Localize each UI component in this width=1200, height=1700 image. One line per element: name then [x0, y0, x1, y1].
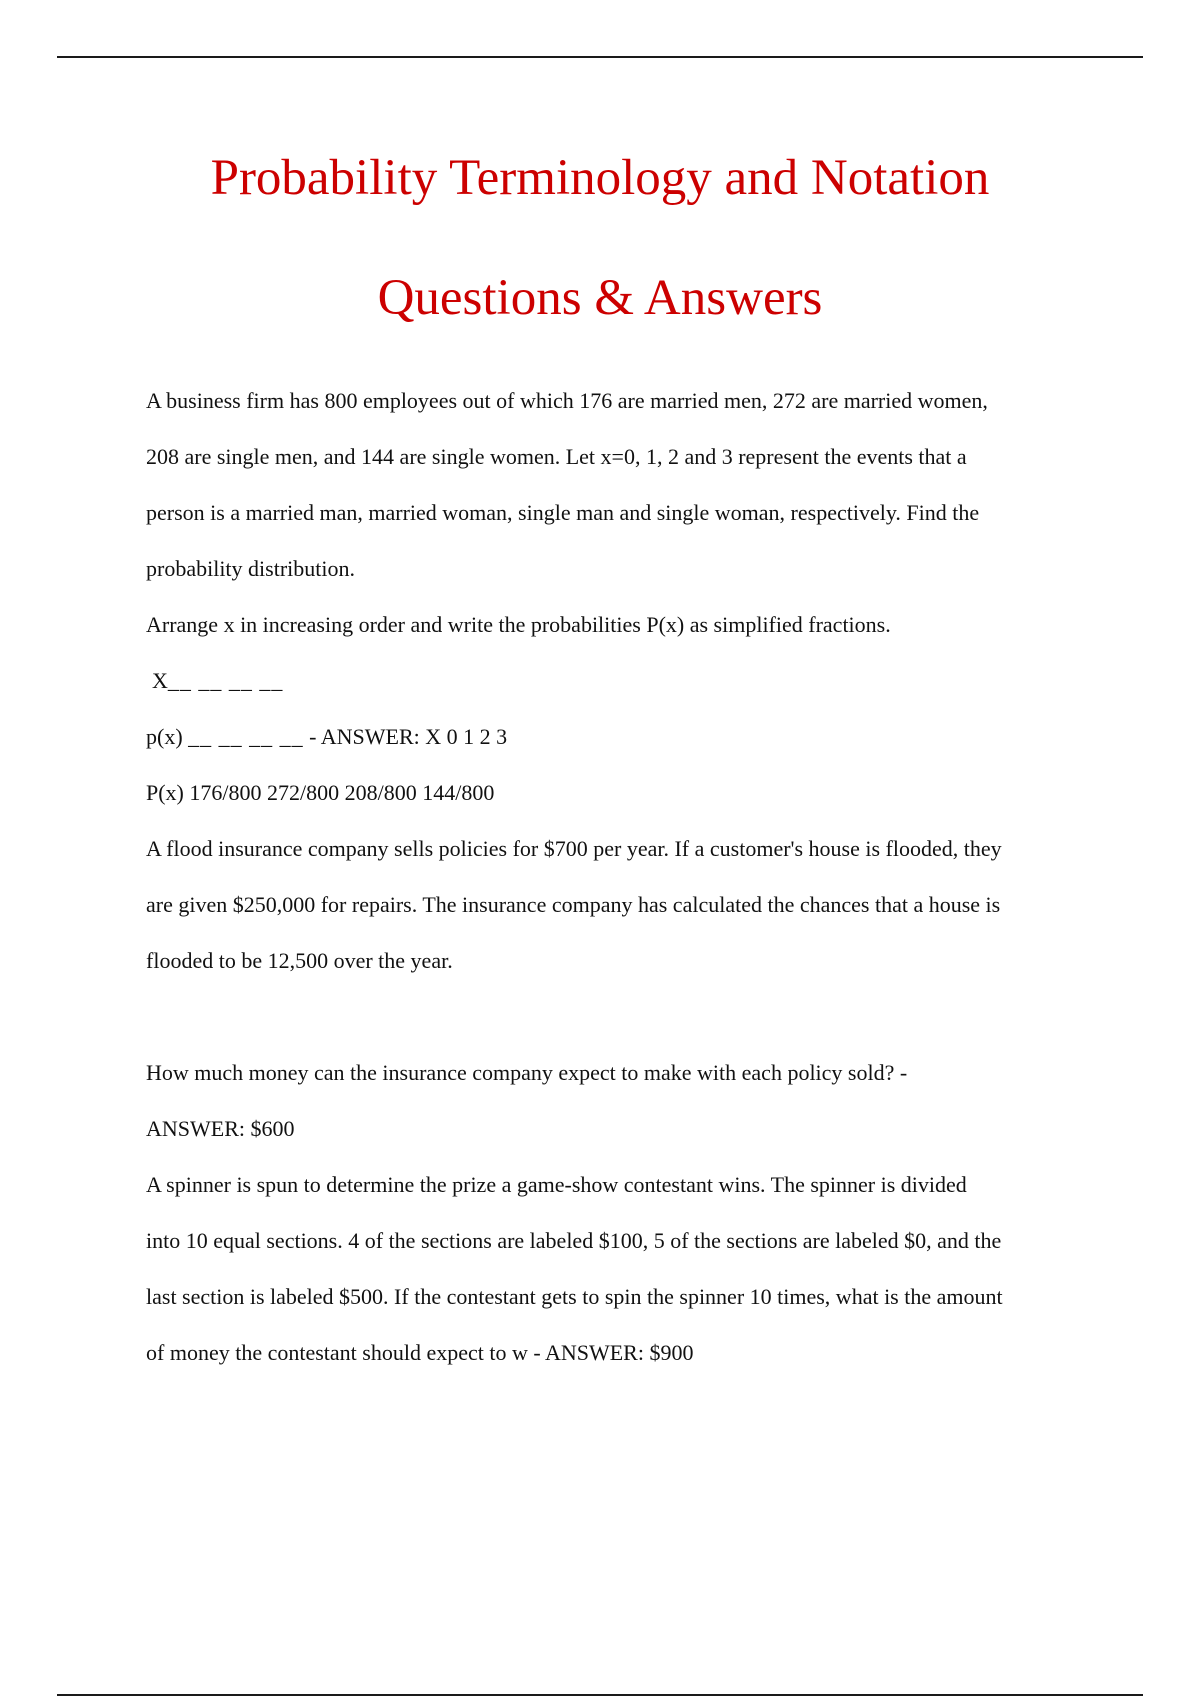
question-3	[146, 1157, 1096, 1381]
document-body	[146, 373, 1096, 1381]
px-blanks: __ __ __ __	[188, 724, 304, 749]
question-2	[146, 821, 1096, 1157]
document-title: Probability Terminology and Notation	[210, 150, 990, 206]
paragraph-gap	[146, 989, 1096, 1045]
answer-probabilities: P(x) 176/800 272/800 208/800 144/800	[146, 780, 495, 805]
question-text-line: are given $250,000 for repairs. The insurance company has calculated the chances that a house is	[146, 892, 1001, 917]
x-blank-row	[146, 653, 1096, 709]
question-instruction: Arrange x in increasing order and write the probabilities P(x) as simplified fractions.	[146, 612, 891, 637]
question-text-line: last section is labeled $500. If the contestant gets to spin the spinner 10 times, what is the amount	[146, 1284, 1003, 1309]
question-text-line: of money the contestant should expect to w - ANSWER: $900	[146, 1340, 694, 1365]
question-text-line: probability distribution.	[146, 556, 355, 581]
question-text-line: into 10 equal sections. 4 of the sections are labeled $100, 5 of the sections are labeled $0, and the	[146, 1228, 1002, 1253]
question-text-line: person is a married man, married woman, single man and single woman, respectively. Find the	[146, 500, 980, 525]
top-rule	[57, 56, 1143, 58]
px-label: p(x)	[146, 724, 183, 749]
answer-text: ANSWER: $600	[146, 1116, 295, 1141]
px-blank-row	[146, 709, 1096, 765]
answer-text: - ANSWER: X 0 1 2 3	[309, 724, 508, 749]
question-text-line: A business firm has 800 employees out of which 176 are married men, 272 are married women,	[146, 388, 988, 413]
question-text-line: flooded to be 12,500 over the year.	[146, 948, 453, 973]
question-text-line: 208 are single men, and 144 are single women. Let x=0, 1, 2 and 3 represent the events that a	[146, 444, 967, 469]
question-text-line: A spinner is spun to determine the prize a game-show contestant wins. The spinner is divided	[146, 1172, 967, 1197]
document-subtitle: Questions & Answers	[377, 270, 823, 326]
x-label: X	[152, 668, 168, 693]
x-blanks: __ __ __ __	[167, 668, 284, 693]
question-1	[146, 373, 1096, 821]
question-text-line: A flood insurance company sells policies for $700 per year. If a customer's house is flooded, they	[146, 836, 1002, 861]
question-text-line: How much money can the insurance company expect to make with each policy sold? -	[146, 1060, 908, 1085]
bottom-rule	[57, 1694, 1143, 1696]
